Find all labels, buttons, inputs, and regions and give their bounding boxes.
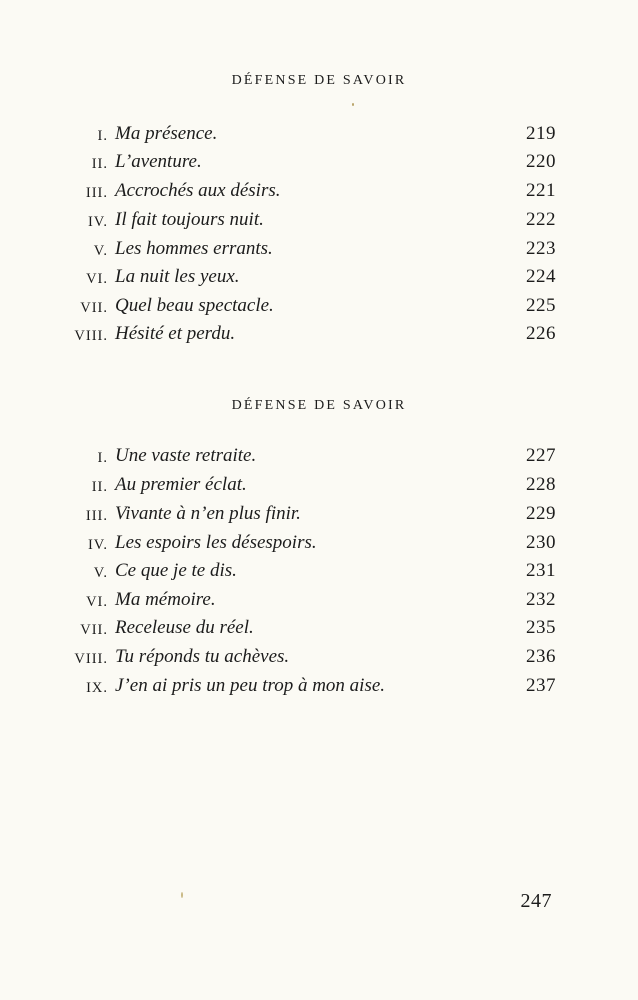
toc-entry xyxy=(0,644,638,672)
entry-number: V. xyxy=(93,565,108,581)
entry-title: Vivante à n’en plus finir. xyxy=(115,503,301,524)
entry-title: Tu réponds tu achèves. xyxy=(115,646,290,667)
toc-entry xyxy=(0,501,638,529)
entry-number: I. xyxy=(97,450,108,466)
entry-title: La nuit les yeux. xyxy=(115,266,240,287)
entry-title: Accrochés aux désirs. xyxy=(115,180,281,201)
toc-entry xyxy=(0,149,638,177)
paper-speck xyxy=(181,892,183,898)
entry-number: IV. xyxy=(87,537,108,553)
entry-number: VI. xyxy=(86,594,108,610)
entry-page: 230 xyxy=(526,532,556,553)
paper-speck xyxy=(352,103,354,106)
entry-title: Ma présence. xyxy=(115,123,218,144)
toc-entry xyxy=(0,558,638,586)
entry-title: Receleuse du réel. xyxy=(115,617,254,638)
entry-number: V. xyxy=(93,243,108,259)
toc-entry xyxy=(0,178,638,206)
toc-entry xyxy=(0,443,638,471)
entry-title: Ma mémoire. xyxy=(115,589,216,610)
entry-page: 225 xyxy=(526,295,556,316)
entry-number: IX. xyxy=(86,680,108,696)
page-number: 247 xyxy=(520,890,552,912)
entry-number: II. xyxy=(91,479,108,495)
toc-entry xyxy=(0,530,638,558)
toc-entry xyxy=(0,207,638,235)
entry-number: III. xyxy=(85,185,108,201)
entry-title: Quel beau spectacle. xyxy=(115,295,274,316)
entry-page: 226 xyxy=(526,323,556,344)
toc-entry xyxy=(0,293,638,321)
entry-title: L’aventure. xyxy=(115,151,202,172)
entry-page: 227 xyxy=(526,445,556,466)
toc-entry xyxy=(0,264,638,292)
entry-number: VII. xyxy=(80,622,108,638)
entry-number: VI. xyxy=(86,271,108,287)
entry-title: Une vaste retraite. xyxy=(115,445,257,466)
entry-title: Il fait toujours nuit. xyxy=(115,209,264,230)
entry-page: 220 xyxy=(526,151,556,172)
entry-title: J’en ai pris un peu trop à mon aise. xyxy=(115,675,386,696)
entry-page: 222 xyxy=(526,209,556,230)
entry-title: Ce que je te dis. xyxy=(115,560,237,581)
entry-page: 229 xyxy=(526,503,556,524)
entry-page: 219 xyxy=(526,123,556,144)
section-heading: DÉFENSE DE SAVOIR xyxy=(231,73,407,88)
toc-entry xyxy=(0,587,638,615)
toc-entry xyxy=(0,472,638,500)
section-heading: DÉFENSE DE SAVOIR xyxy=(231,398,407,413)
toc-entry xyxy=(0,615,638,643)
toc-entry xyxy=(0,236,638,264)
entry-title: Les espoirs les désespoirs. xyxy=(115,532,317,553)
entry-number: VIII. xyxy=(74,651,108,667)
entry-title: Hésité et perdu. xyxy=(115,323,236,344)
entry-page: 237 xyxy=(526,675,556,696)
entry-page: 221 xyxy=(526,180,556,201)
entry-page: 224 xyxy=(526,266,556,287)
toc-entry xyxy=(0,673,638,701)
entry-number: II. xyxy=(91,156,108,172)
entry-number: I. xyxy=(97,128,108,144)
entry-title: Les hommes errants. xyxy=(115,238,273,259)
entry-number: VII. xyxy=(80,300,108,316)
toc-entry xyxy=(0,321,638,349)
entry-page: 228 xyxy=(526,474,556,495)
toc-entry xyxy=(0,121,638,149)
entry-page: 223 xyxy=(526,238,556,259)
entry-number: IV. xyxy=(87,214,108,230)
entry-page: 232 xyxy=(526,589,556,610)
entry-number: VIII. xyxy=(74,328,108,344)
entry-page: 235 xyxy=(526,617,556,638)
entry-page: 231 xyxy=(526,560,556,581)
entry-title: Au premier éclat. xyxy=(115,474,247,495)
entry-number: III. xyxy=(85,508,108,524)
entry-page: 236 xyxy=(526,646,556,667)
